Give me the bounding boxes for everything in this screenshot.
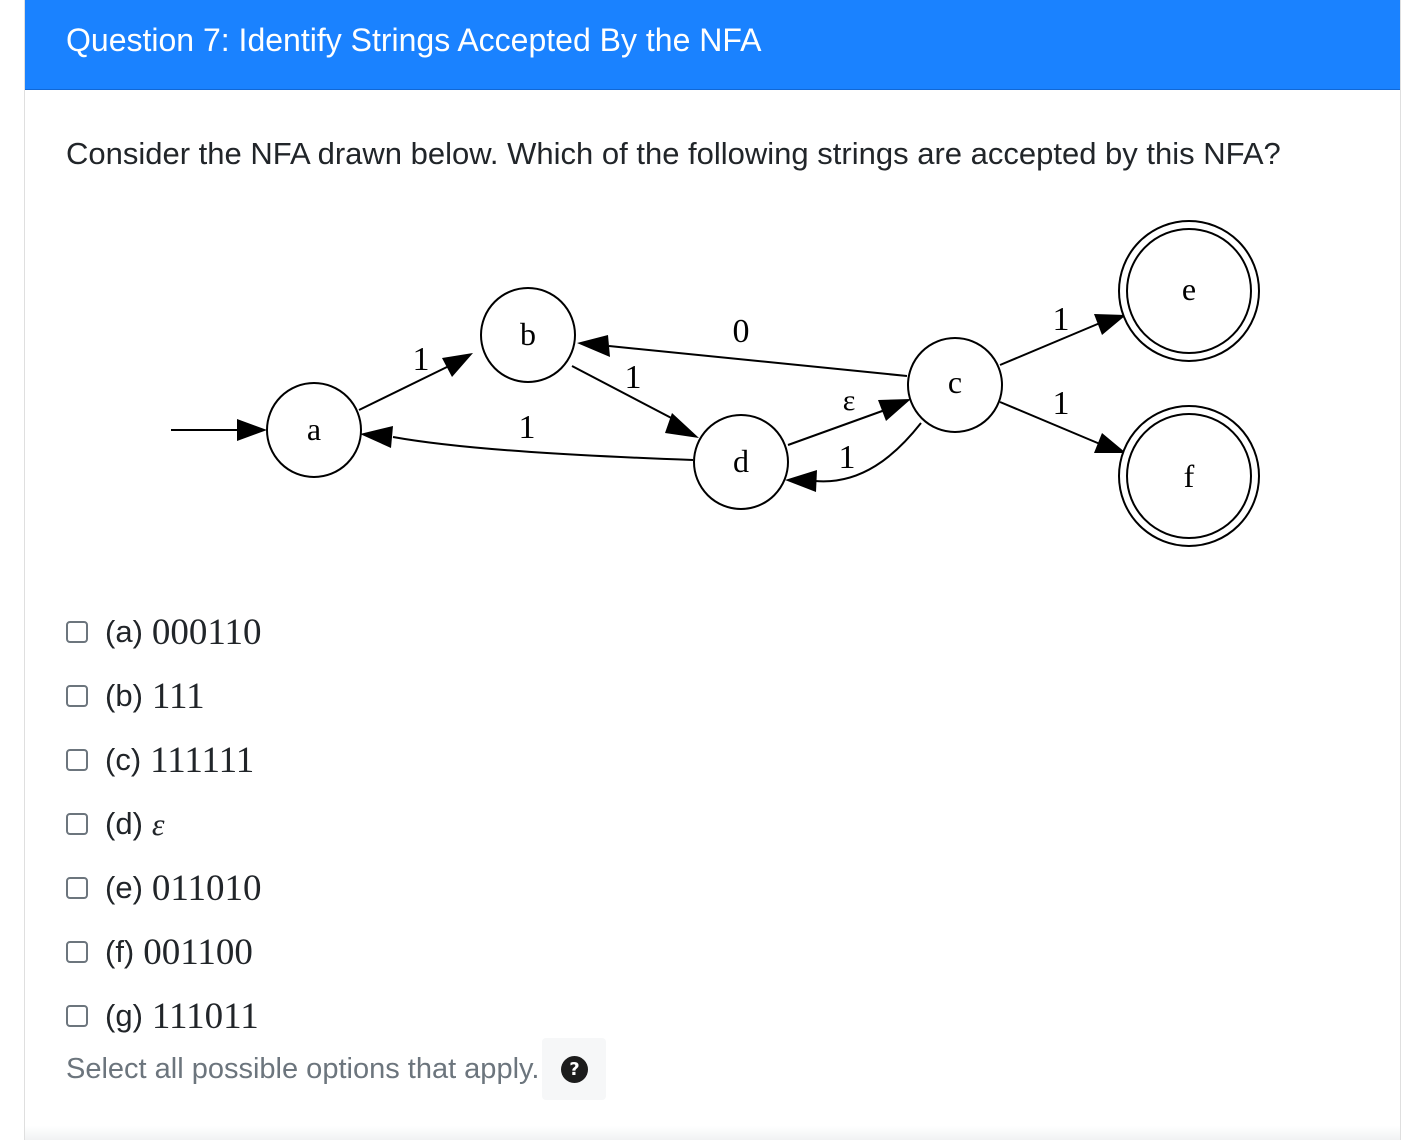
state-label-a: a [306, 411, 322, 447]
state-b [481, 288, 575, 382]
state-c [908, 338, 1002, 432]
edge-a-b [359, 341, 473, 410]
option-c-checkbox[interactable] [66, 749, 88, 771]
option-b-checkbox[interactable] [66, 685, 88, 707]
state-d [694, 415, 788, 509]
edge-c-d [785, 423, 921, 492]
edge-label-a-b: 1 [412, 341, 430, 378]
help-button[interactable] [542, 1038, 606, 1100]
state-label-f: f [1183, 458, 1195, 494]
state-label-b: b [520, 316, 536, 352]
question-card [24, 0, 1401, 1140]
option-value: 111 [151, 675, 205, 717]
option-d[interactable] [66, 792, 262, 856]
option-value: ε [151, 805, 165, 842]
state-label-e: e [1181, 271, 1197, 307]
option-a[interactable] [66, 600, 262, 664]
option-letter: (d) [105, 806, 143, 841]
edge-c-f [1000, 385, 1126, 453]
option-value: 001100 [143, 931, 253, 973]
state-e [1119, 221, 1259, 361]
edge-label-c-f: 1 [1052, 385, 1070, 422]
answer-options [66, 600, 262, 1048]
edge-label-d-a: 1 [518, 409, 536, 446]
option-letter: (e) [105, 870, 143, 905]
edge-label-c-d: 1 [838, 439, 856, 476]
state-label-c: c [947, 364, 963, 400]
edge-label-b-d: 1 [624, 359, 642, 396]
edge-label-c-e: 1 [1052, 301, 1070, 338]
option-e-checkbox[interactable] [66, 877, 88, 899]
edge-c-e [1000, 301, 1126, 365]
question-circle-icon: ? [561, 1056, 588, 1083]
state-a [267, 383, 361, 477]
help-row [66, 1038, 606, 1100]
card-bottom-edge [25, 1126, 1400, 1140]
option-a-checkbox[interactable] [66, 621, 88, 643]
help-text: Select all possible options that apply. [66, 1052, 540, 1085]
edge-label-d-c: ε [842, 384, 856, 417]
question-prompt: Consider the NFA drawn below. Which of the following strings are accepted by this NFA? [66, 136, 1281, 171]
option-value: 111111 [150, 739, 255, 781]
option-letter: (g) [105, 998, 143, 1033]
nfa-diagram [25, 0, 1402, 600]
option-f-checkbox[interactable] [66, 941, 88, 963]
edge-label-c-b: 0 [732, 313, 750, 350]
option-value: 111011 [151, 995, 259, 1037]
option-letter: (a) [105, 614, 143, 649]
option-letter: (f) [105, 934, 135, 969]
edge-d-a [360, 409, 693, 460]
start-arrow [171, 419, 267, 441]
option-value: 011010 [151, 867, 262, 909]
question-title: Question 7: Identify Strings Accepted By the NFA [66, 22, 762, 58]
option-d-checkbox[interactable] [66, 813, 88, 835]
option-letter: (c) [105, 742, 142, 777]
edge-d-c [788, 384, 911, 445]
edge-b-d [572, 359, 699, 438]
state-f [1119, 406, 1259, 546]
option-letter: (b) [105, 678, 143, 713]
state-label-d: d [733, 443, 749, 479]
option-g-checkbox[interactable] [66, 1005, 88, 1027]
option-f[interactable] [66, 920, 262, 984]
option-value: 000110 [151, 611, 262, 653]
option-c[interactable] [66, 728, 262, 792]
option-b[interactable] [66, 664, 262, 728]
option-e[interactable] [66, 856, 262, 920]
